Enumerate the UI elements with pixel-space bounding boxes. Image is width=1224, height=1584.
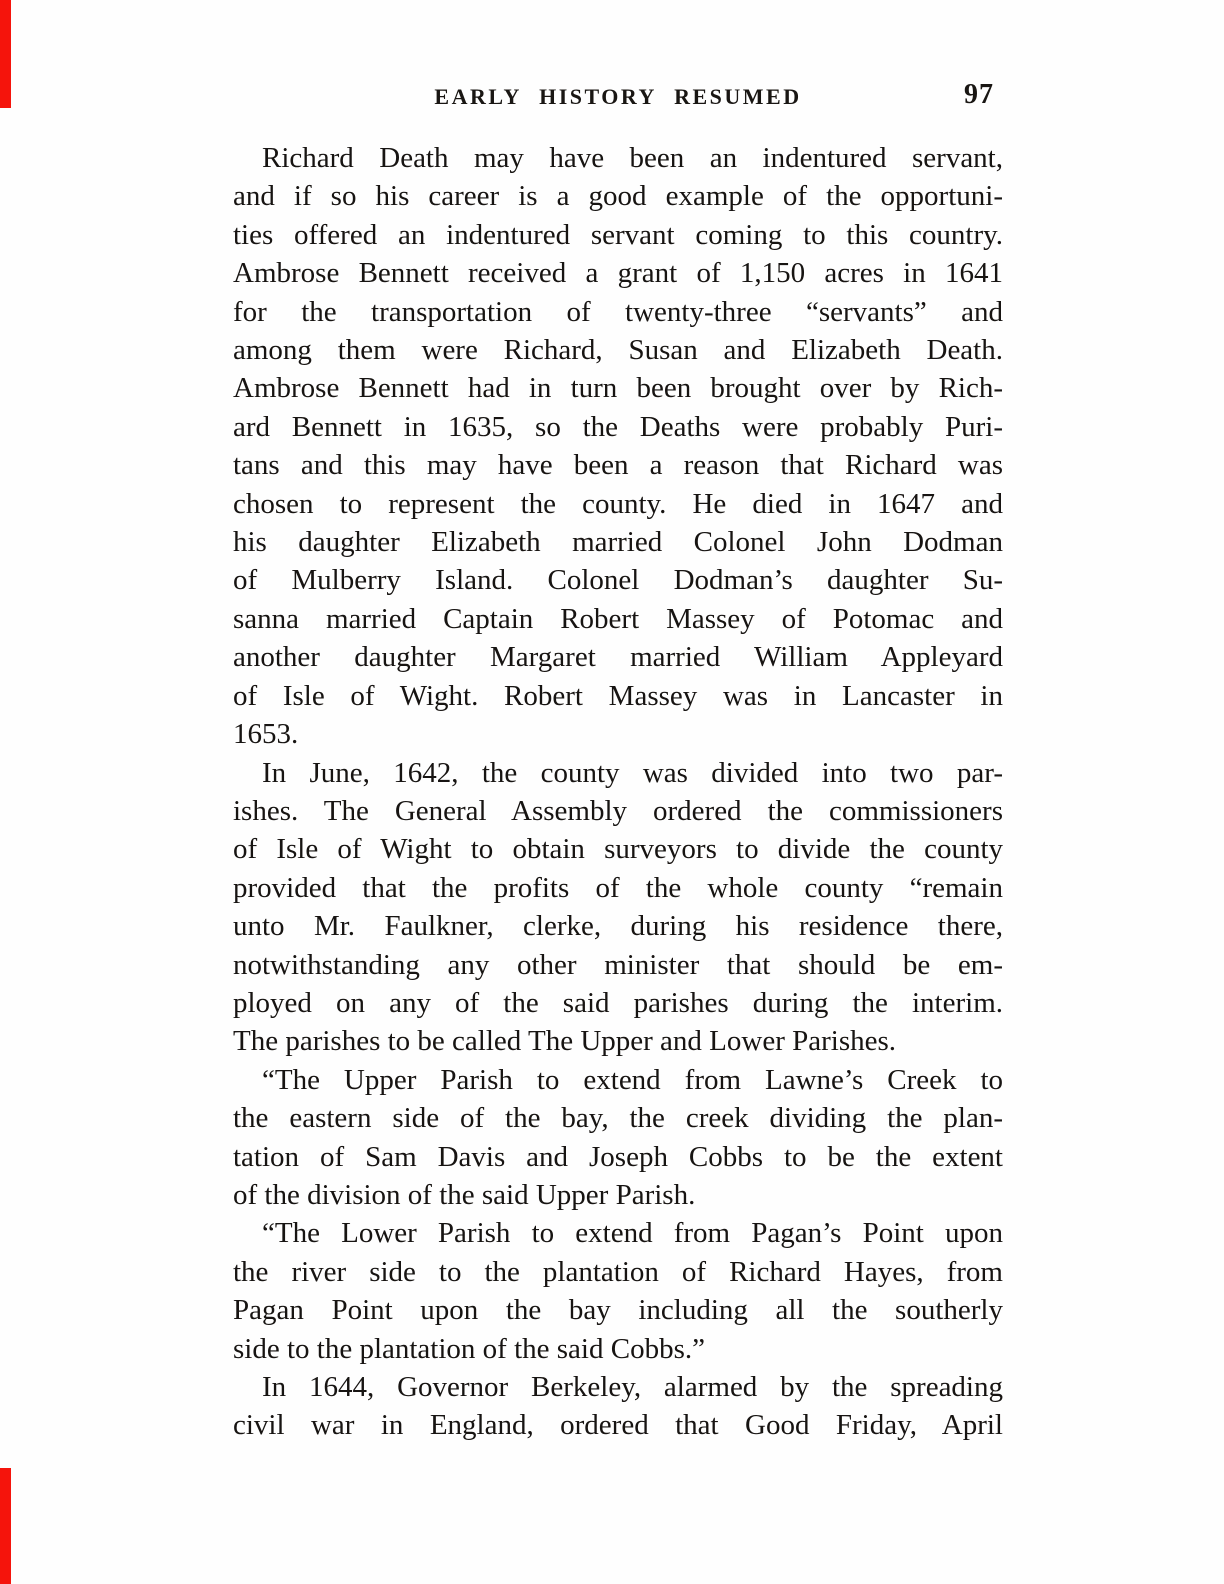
text-line: another daughter Margaret married William Appleyard [233,641,1003,674]
page-number: 97 [964,79,994,110]
scan-edge-mark-bottom [0,1468,11,1584]
text-line: civil war in England, ordered that Good Friday, April [233,1409,1003,1442]
text-line: provided that the profits of the whole county “remain [233,871,1003,904]
text-line: and if so his career is a good example of the opportuni- [233,180,1003,213]
text-line: The parishes to be called The Upper and Lower Parishes. [233,1025,897,1058]
text-line: Richard Death may have been an indentured servant, [262,142,1003,174]
text-line: of Isle of Wight. Robert Massey was in Lancaster in [233,679,1003,712]
text-line: his daughter Elizabeth married Colonel John Dodman [233,526,1003,559]
text-line: In 1644, Governor Berkeley, alarmed by the spreading [262,1371,1003,1403]
scan-edge-mark-top [0,0,11,108]
text-line: of the division of the said Upper Parish. [233,1178,696,1211]
text-line: ishes. The General Assembly ordered the commissioners [233,794,1003,827]
text-line: In June, 1642, the county was divided into two par- [262,756,1003,789]
text-line: tation of Sam Davis and Joseph Cobbs to be the extent [233,1140,1003,1173]
running-title: EARLY HISTORY RESUMED [434,84,802,109]
text-line: Ambrose Bennett had in turn been brought over by Rich- [233,372,1003,405]
text-line: ard Bennett in 1635, so the Deaths were probably Puri- [233,410,1003,443]
text-line: side to the plantation of the said Cobbs.” [233,1332,705,1365]
text-line: Ambrose Bennett received a grant of 1,150 acres in 1641 [233,257,1003,290]
text-line: sanna married Captain Robert Massey of Potomac and [233,602,1003,635]
text-line: “The Lower Parish to extend from Pagan’s Point upon [262,1217,1003,1250]
text-line: ployed on any of the said parishes during the interim. [233,986,1003,1019]
text-line: of Isle of Wight to obtain surveyors to divide the county [233,833,1003,866]
text-line: chosen to represent the county. He died in 1647 and [233,487,1003,520]
page-header [233,79,1003,120]
text-line: notwithstanding any other minister that should be em- [233,948,1003,981]
text-line: unto Mr. Faulkner, clerke, during his residence there, [233,910,1003,943]
text-line: the eastern side of the bay, the creek dividing the plan- [233,1102,1003,1135]
text-line: the river side to the plantation of Richard Hayes, from [233,1255,1003,1288]
body-text [233,139,1003,1445]
text-line: of Mulberry Island. Colonel Dodman’s daughter Su- [233,564,1003,597]
text-line: Pagan Point upon the bay including all the southerly [233,1294,1003,1327]
text-line: among them were Richard, Susan and Elizabeth Death. [233,334,1003,367]
text-line: tans and this may have been a reason that Richard was [233,449,1003,482]
text-line: 1653. [233,718,299,751]
text-line: for the transportation of twenty-three “servants” and [233,295,1003,328]
text-line: “The Upper Parish to extend from Lawne’s Creek to [262,1063,1003,1096]
text-line: ties offered an indentured servant coming to this country. [233,218,1003,251]
